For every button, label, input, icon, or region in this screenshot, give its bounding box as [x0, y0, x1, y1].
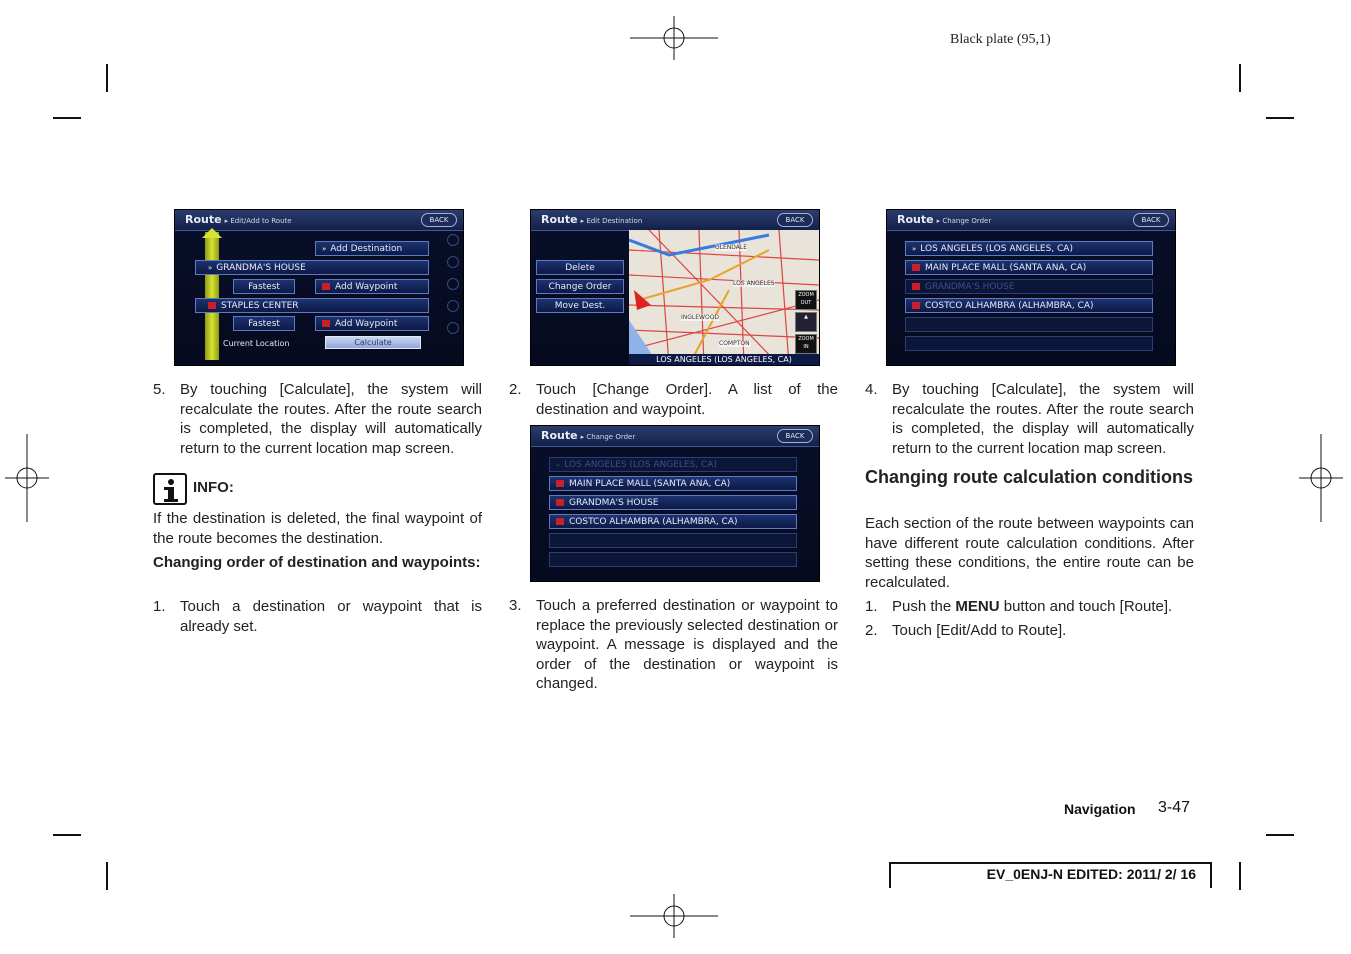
step-text: Push the MENU button and touch [Route]. [892, 598, 1173, 615]
step-number: 4. [865, 381, 878, 398]
menu-button-label: MENU [955, 598, 1000, 615]
back-button[interactable]: BACK [777, 213, 813, 227]
order-item[interactable]: MAIN PLACE MALL (SANTA ANA, CA) [905, 260, 1153, 275]
fastest-button[interactable]: Fastest [233, 279, 295, 294]
order-item[interactable]: » LOS ANGELES (LOS ANGELES, CA) [549, 457, 797, 472]
step-text: Touch [Edit/Add to Route]. [892, 622, 1067, 639]
add-waypoint-button[interactable]: Add Waypoint [315, 316, 429, 331]
back-button[interactable]: BACK [777, 429, 813, 443]
step-number: 2. [509, 381, 522, 398]
order-item-empty [905, 317, 1153, 332]
crop-mark [53, 834, 81, 836]
step-number: 2. [865, 622, 878, 639]
crop-mark [106, 862, 108, 890]
move-destination-button[interactable]: Move Dest. [536, 298, 624, 313]
step-number: 1. [865, 598, 878, 615]
route-point-staples-center[interactable]: STAPLES CENTER [195, 298, 429, 313]
screen-title: Route ▸ Change Order [897, 213, 992, 226]
order-item[interactable]: GRANDMA'S HOUSE [549, 495, 797, 510]
registration-mark-icon [5, 434, 49, 522]
page-number: 3-47 [1158, 799, 1191, 816]
section-name: Navigation [1064, 801, 1136, 817]
change-order-button[interactable]: Change Order [536, 279, 624, 294]
order-item[interactable]: COSTCO ALHAMBRA (ALHAMBRA, CA) [905, 298, 1153, 313]
route-bar [205, 232, 219, 360]
crop-mark [106, 64, 108, 92]
screen-header [531, 210, 819, 231]
step-text: By touching [Calculate], the system will recalculate the routes. After the route search is completed, the display will automatically return to the current location map screen. [892, 381, 1194, 457]
step-number: 5. [153, 381, 166, 398]
info-icon [153, 473, 187, 505]
crop-mark [53, 117, 81, 119]
step-text: Touch [Change Order]. A list of the destination and waypoint. [536, 381, 838, 418]
screen-change-order [530, 425, 820, 582]
screen-change-order [886, 209, 1176, 366]
delete-button[interactable]: Delete [536, 260, 624, 275]
crop-mark [1266, 117, 1294, 119]
order-item-empty [905, 336, 1153, 351]
step-text: Touch a preferred destination or waypoint to replace the previously selected destination or waypoint. A message is displayed and the order of the destination or waypoint is changed. [536, 597, 838, 692]
current-location-label: Current Location [223, 339, 290, 348]
add-destination-button[interactable]: » Add Destination [315, 241, 429, 256]
back-button[interactable]: BACK [1133, 213, 1169, 227]
calculate-button[interactable]: Calculate [325, 336, 421, 349]
order-item[interactable]: MAIN PLACE MALL (SANTA ANA, CA) [549, 476, 797, 491]
section-heading: Changing order of destination and waypoints: [153, 554, 481, 571]
map-label: GLENDALE [715, 244, 748, 251]
edition-label: EV_0ENJ-N EDITED: 2011/ 2/ 16 [986, 866, 1196, 882]
registration-mark-icon [630, 16, 718, 60]
info-text: If the destination is deleted, the final waypoint of the route becomes the destination. [153, 510, 482, 547]
screen-title: Route ▸ Change Order [541, 429, 636, 442]
map-label: COMPTON [719, 340, 750, 347]
back-button[interactable]: BACK [421, 213, 457, 227]
add-waypoint-button[interactable]: Add Waypoint [315, 279, 429, 294]
route-map[interactable] [629, 230, 819, 365]
registration-mark-icon [1299, 434, 1343, 522]
screen-edit-destination [530, 209, 820, 366]
paragraph: Each section of the route between waypoints can have different route calculation conditions. After setting these conditions, the entire route can be recalculated. [865, 515, 1194, 591]
info-label: INFO: [193, 479, 234, 496]
order-item[interactable]: » LOS ANGELES (LOS ANGELES, CA) [905, 241, 1153, 256]
crop-mark [1266, 834, 1294, 836]
order-item[interactable]: COSTCO ALHAMBRA (ALHAMBRA, CA) [549, 514, 797, 529]
order-item-empty [549, 533, 797, 548]
screen-header [531, 426, 819, 447]
step-text: Touch a destination or waypoint that is already set. [180, 598, 482, 635]
plate-label: Black plate (95,1) [950, 32, 1051, 47]
step-number: 3. [509, 597, 522, 614]
zoom-out-button[interactable]: ZOOM OUT [795, 290, 817, 310]
edition-box [889, 862, 1212, 888]
compass-icon[interactable]: ▲ [795, 312, 817, 332]
section-heading: Changing route calculation conditions [865, 467, 1194, 487]
zoom-in-button[interactable]: ZOOM IN [795, 334, 817, 354]
screen-title: Route ▸ Edit/Add to Route [185, 213, 292, 226]
screen-title: Route ▸ Edit Destination [541, 213, 643, 226]
crop-mark [1239, 862, 1241, 890]
fastest-button[interactable]: Fastest [233, 316, 295, 331]
route-arrow-icon [202, 228, 222, 238]
route-point-grandmas-house[interactable]: » GRANDMA'S HOUSE [195, 260, 429, 275]
screen-header [887, 210, 1175, 231]
map-location-footer: LOS ANGELES (LOS ANGELES, CA) [629, 354, 819, 365]
screen-edit-add-route [174, 209, 464, 366]
crop-mark [1239, 64, 1241, 92]
order-item-empty [549, 552, 797, 567]
order-item[interactable]: GRANDMA'S HOUSE [905, 279, 1153, 294]
step-text: By touching [Calculate], the system will recalculate the routes. After the route search is completed, the display will automatically return to the current location map screen. [180, 381, 482, 457]
map-label: INGLEWOOD [681, 314, 720, 321]
step-number: 1. [153, 598, 166, 615]
registration-mark-icon [630, 894, 718, 938]
scroll-controls[interactable] [447, 234, 457, 362]
map-label: LOS ANGELES [733, 280, 775, 287]
